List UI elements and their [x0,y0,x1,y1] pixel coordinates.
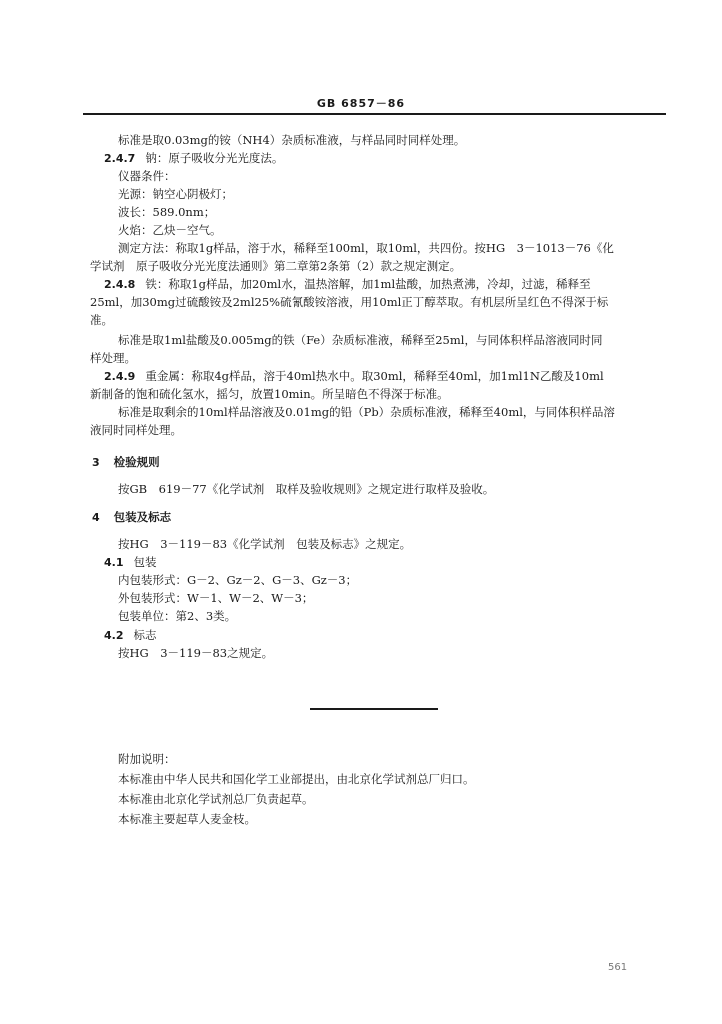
section-number: 4.2 [104,629,124,642]
section-number: 2.4.9 [104,370,136,383]
section-text: 钠：原子吸收分光光度法。 [145,151,284,165]
note-line: 本标准主要起草人麦金枝。 [118,812,256,826]
paragraph-line: 25ml，加30mg过硫酸铵及2ml25%硫氰酸铵溶液，用10ml正丁醇萃取。有机层所呈红色不得深于标 [90,295,609,309]
paragraph-line: 光源：钠空心阴极灯； [118,187,233,201]
page-number: 561 [608,962,628,973]
paragraph-line: 仪器条件： [118,169,176,183]
section-text: 重金属：称取4g样品，溶于40ml热水中。取30ml，稀释至40ml，加1ml1N乙酸及10ml [145,369,604,383]
section-number: 4.1 [104,556,124,569]
paragraph-line: 标准是取剩余的10ml样品溶液及0.01mg的铅（Pb）杂质标准液，稀释至40ml，与同体积样品溶 [118,405,615,419]
paragraph-line: 按GB 619－77《化学试剂 取样及验收规则》之规定进行取样及验收。 [118,482,495,496]
section-4-heading [92,510,171,525]
section-2-4-8 [104,277,591,292]
section-4-1 [104,555,157,570]
note-line: 本标准由中华人民共和国化学工业部提出，由北京化学试剂总厂归口。 [118,772,475,786]
paragraph-line: 学试剂 原子吸收分光光度法通则》第二章第2条第（2）款之规定测定。 [90,259,462,273]
paragraph-line: 火焰：乙炔－空气。 [118,223,222,237]
paragraph-line: 按HG 3－119－83之规定。 [118,646,274,660]
paragraph-line: 标准是取1ml盐酸及0.005mg的铁（Fe）杂质标准液，稀释至25ml，与同体积样品溶液同时同 [118,333,603,347]
section-3-heading [92,455,160,470]
paragraph-line: 按HG 3－119－83《化学试剂 包装及标志》之规定。 [118,537,412,551]
note-line: 本标准由北京化学试剂总厂负责起草。 [118,792,314,806]
section-number: 2.4.7 [104,152,136,165]
section-2-4-9 [104,369,604,384]
section-text: 包装 [133,555,157,569]
section-text: 标志 [133,628,157,642]
paragraph-line: 波长：589.0nm； [118,205,216,219]
notes-title: 附加说明： [118,752,176,766]
section-title: 检验规则 [113,455,160,469]
paragraph-line: 包装单位：第2、3类。 [118,609,237,623]
section-2-4-7 [104,151,283,166]
paragraph-line: 外包装形式：W－1、W－2、W－3； [118,591,314,605]
standard-code-header: GB 6857－86 [316,97,406,110]
paragraph-line: 测定方法：称取1g样品，溶于水，稀释至100ml，取10ml，共四份。按HG 3－1013－76《化 [118,241,614,255]
paragraph-line: 准。 [90,313,113,327]
section-4-2 [104,628,157,643]
header-rule [83,113,666,115]
section-number: 3 [92,456,100,469]
section-number: 2.4.8 [104,278,136,291]
paragraph-line: 标准是取0.03mg的铵（NH4）杂质标准液，与样品同时同样处理。 [118,133,466,147]
paragraph-line: 新制备的饱和硫化氢水，摇匀，放置10min。所呈暗色不得深于标准。 [90,387,449,401]
section-text: 铁：称取1g样品，加20ml水，温热溶解，加1ml盐酸，加热煮沸，冷却，过滤，稀释至 [145,277,591,291]
section-title: 包装及标志 [113,510,172,524]
paragraph-line: 样处理。 [90,351,136,365]
paragraph-line: 内包装形式：G－2、Gz－2、G－3、Gz－3； [118,573,358,587]
end-of-standard-rule [310,708,438,710]
paragraph-line: 液同时同样处理。 [90,423,182,437]
section-number: 4 [92,511,100,524]
